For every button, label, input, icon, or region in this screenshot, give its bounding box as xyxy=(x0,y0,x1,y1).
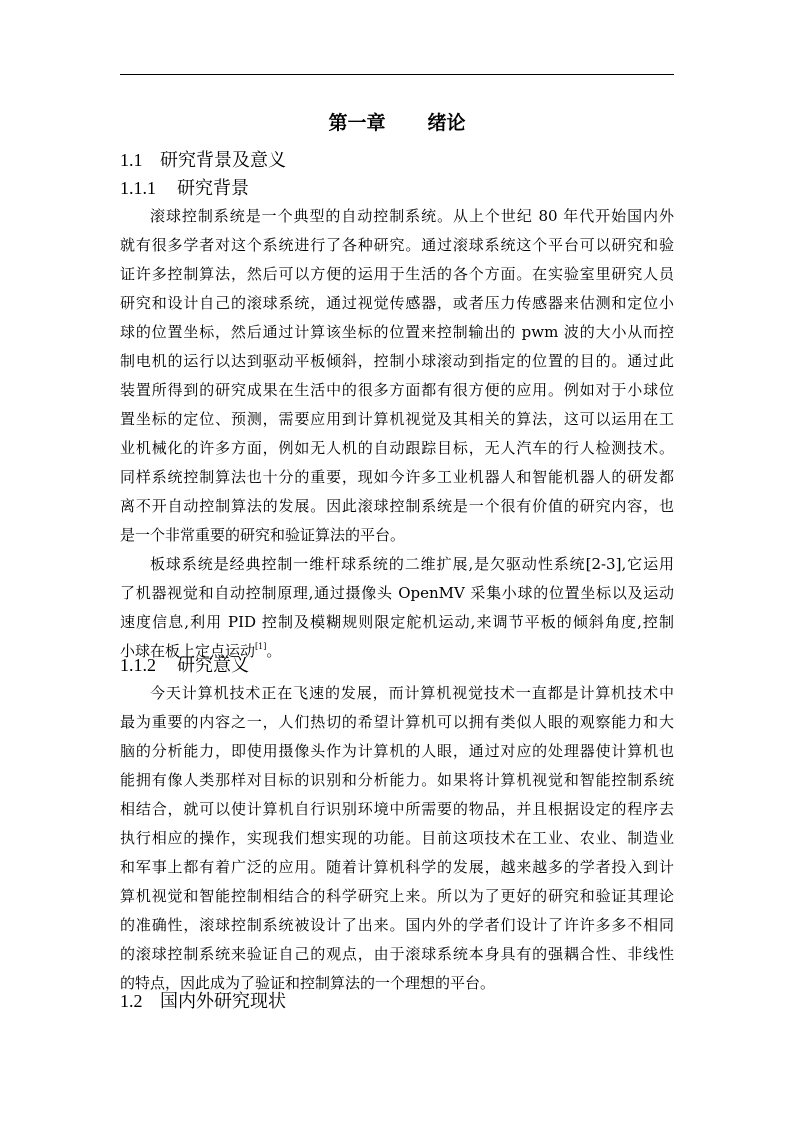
paragraph-line: 速度信息,利用 PID 控制及模糊规则限定舵机运动,来调节平板的倾斜角度,控制 xyxy=(120,613,674,631)
paragraph-background xyxy=(120,202,674,550)
paragraph-line: 的滚球控制系统来验证自己的观点，由于滚球系统本身具有的强耦合性、非线性 xyxy=(120,945,674,963)
paragraph-significance xyxy=(120,679,674,998)
paragraph-line: 了机器视觉和自动控制原理,通过摄像头 OpenMV 采集小球的位置坐标以及运动 xyxy=(120,584,674,602)
chapter-title xyxy=(120,108,674,138)
paragraph-line: 相结合，就可以使计算机自行识别环境中所需要的物品，并且根据设定的程序去 xyxy=(120,800,674,818)
paragraph-line: 的准确性，滚球控制系统被设计了出来。国内外的学者们设计了许许多多不相同 xyxy=(120,916,674,934)
chapter-label: 第一章 xyxy=(328,112,386,134)
chapter-name: 绪论 xyxy=(427,112,466,134)
section-heading-1-1-2: 1.1.2 研究意义 xyxy=(120,655,249,676)
section-heading-1-1: 1.1 研究背景及意义 xyxy=(120,150,286,171)
paragraph-line: 置坐标的定位、预测，需要应用到计算机视觉及其相关的算法，这可以运用在工 xyxy=(120,410,674,428)
paragraph-line: 是一个非常重要的研究和验证算法的平台。 xyxy=(120,526,406,544)
paragraph-line: 执行相应的操作，实现我们想实现的功能。目前这项技术在工业、农业、制造业 xyxy=(120,829,674,847)
paragraph-line: 能拥有像人类那样对目标的识别和分析能力。如果将计算机视觉和智能控制系统 xyxy=(120,771,674,789)
header-rule xyxy=(120,74,674,75)
paragraph-line: 业机械化的许多方面，例如无人机的自动跟踪目标，无人汽车的行人检测技术。 xyxy=(120,439,674,457)
section-heading-1-1-1: 1.1.1 研究背景 xyxy=(120,178,249,199)
paragraph-line: 球的位置坐标，然后通过计算该坐标的位置来控制输出的 pwm 波的大小从而控 xyxy=(120,323,674,341)
paragraph-line: 板球系统是经典控制一维杆球系统的二维扩展,是欠驱动性系统[2-3],它运用 xyxy=(150,555,674,573)
section-heading-1-2: 1.2 国内外研究现状 xyxy=(120,991,286,1012)
paragraph-line: 脑的分析能力，即使用摄像头作为计算机的人眼，通过对应的处理器使计算机也 xyxy=(120,742,674,760)
paragraph-line: 和军事上都有着广泛的应用。随着计算机科学的发展，越来越多的学者投入到计 xyxy=(120,858,674,876)
paragraph-line: 最为重要的内容之一，人们热切的希望计算机可以拥有类似人眼的观察能力和大 xyxy=(120,713,674,731)
paragraph-line: 就有很多学者对这个系统进行了各种研究。通过滚球系统这个平台可以研究和验 xyxy=(120,236,674,254)
paragraph-line: 装置所得到的研究成果在生活中的很多方面都有很方便的应用。例如对于小球位 xyxy=(120,381,674,399)
paragraph-line: 小球在板上定点运动[1]。 xyxy=(120,642,282,660)
paragraph-line: 离不开自动控制算法的发展。因此滚球控制系统是一个很有价值的研究内容，也 xyxy=(120,497,674,515)
paragraph-line: 证许多控制算法，然后可以方便的运用于生活的各个方面。在实验室里研究人员 xyxy=(120,265,674,283)
citation-ref: [1] xyxy=(255,642,267,651)
paragraph-line: 研究和设计自己的滚球系统，通过视觉传感器，或者压力传感器来估测和定位小 xyxy=(120,294,674,312)
paragraph-ball-plate xyxy=(120,550,674,666)
paragraph-line: 制电机的运行以达到驱动平板倾斜，控制小球滚动到指定的位置的目的。通过此 xyxy=(120,352,674,370)
paragraph-line: 的特点，因此成为了验证和控制算法的一个理想的平台。 xyxy=(120,974,496,992)
paragraph-line: 同样系统控制算法也十分的重要，现如今许多工业机器人和智能机器人的研发都 xyxy=(120,468,674,486)
paragraph-line: 滚球控制系统是一个典型的自动控制系统。从上个世纪 80 年代开始国内外 xyxy=(150,207,674,225)
paragraph-line: 算机视觉和智能控制相结合的科学研究上来。所以为了更好的研究和验证其理论 xyxy=(120,887,674,905)
paragraph-line: 今天计算机技术正在飞速的发展，而计算机视觉技术一直都是计算机技术中 xyxy=(150,684,674,702)
